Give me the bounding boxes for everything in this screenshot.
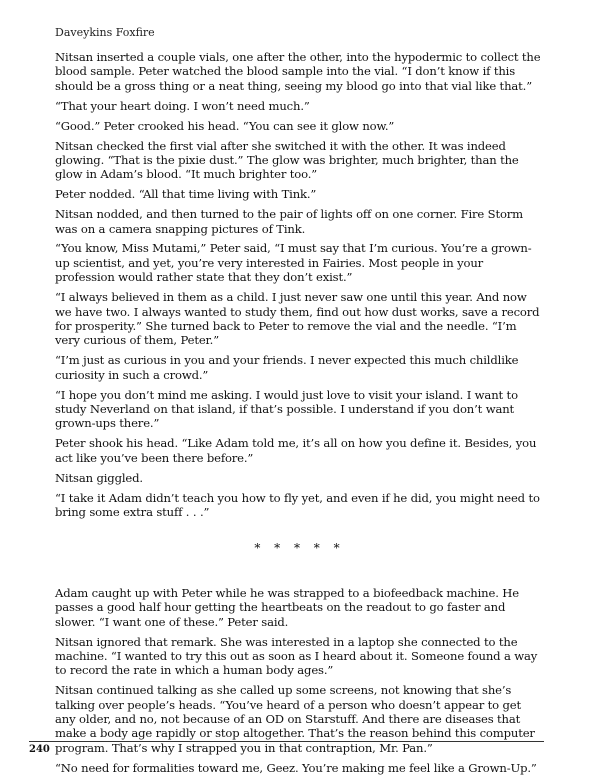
- page-body: [55, 50, 544, 781]
- paragraph: “I always believed in them as a child. I just never saw one until this year. And now we have two. I always wanted to study them, find out how dust works, save a record for prosperity.” She turned back to Peter to remove the vial and the needle. “I’m very curious of them, Peter.”: [55, 290, 540, 348]
- paragraph: Peter shook his head. “Like Adam told me, it’s all on how you define it. Besides, you act like you’ve been there before.”: [55, 436, 537, 465]
- paragraph: Nitsan nodded, and then turned to the pair of lights off on one corner. Fire Storm was on a camera snapping pictures of Tink.: [55, 207, 524, 236]
- paragraph: Nitsan continued talking as she called up some screens, not knowing that she’s talking over people’s heads. “You’ve heard of a person who doesn’t appear to get any older, and no, not because of an OD on Starstuff. And there are diseases that make a body age rapidly or stop altogether. That’s the reason behind this computer program. That’s why I strapped you in that contraption, Mr. Pan.”: [55, 683, 535, 755]
- paragraphs-after-break: [55, 586, 544, 775]
- paragraph: “I hope you don’t mind me asking. I would just love to visit your island. I want to study Neverland on that island, if that’s possible. I understand if you don’t want grown-ups there.”: [55, 387, 518, 431]
- paragraph: Peter nodded. “All that time living with Tink.”: [55, 187, 317, 202]
- paragraph: “That your heart doing. I won’t need much.”: [55, 98, 310, 113]
- running-header: Daveykins Foxfire: [55, 26, 155, 39]
- paragraph: Nitsan checked the first vial after she switched it with the other. It was indeed glowing. “That is the pixie dust.” The glow was brighter, much brighter, than the glow in Adam’s blood. “It much brighter too.”: [55, 138, 519, 182]
- paragraph: “I’m just as curious in you and your friends. I never expected this much childlike curiosity in such a crowd.”: [55, 353, 519, 382]
- paragraph: Nitsan ignored that remark. She was interested in a laptop she connected to the machine. “I wanted to try this out as soon as I heard about it. Someone found a way to record the rate in which a human body ages.”: [55, 634, 538, 678]
- footer-divider: [29, 741, 544, 742]
- paragraph: Adam caught up with Peter while he was strapped to a biofeedback machine. He passes a good half hour getting the heartbeats on the readout to go faster and slower. “I want one of these.” Peter said.: [55, 585, 519, 629]
- page-number: 240: [29, 744, 50, 755]
- paragraph: Nitsan giggled.: [55, 470, 143, 485]
- section-break: * * * * *: [254, 541, 345, 556]
- paragraph: “No need for formalities toward me, Geez. You’re making me feel like a Grown-Up.”: [55, 760, 537, 775]
- paragraph: Nitsan inserted a couple vials, one after the other, into the hypodermic to collect the blood sample. Peter watched the blood sample into the vial. “I don’t know if this should be a gross thing or a neat thing, seeing my blood go into that vial like that.”: [55, 50, 541, 93]
- paragraph: “Good.” Peter crooked his head. “You can see it glow now.”: [55, 118, 395, 133]
- paragraph: “I take it Adam didn’t teach you how to fly yet, and even if he did, you might need to bring some extra stuff . . .”: [55, 490, 540, 519]
- paragraphs-before-break: [55, 50, 544, 519]
- paragraph: “You know, Miss Mutami,” Peter said, “I must say that I’m curious. You’re a grown-up scientist, and yet, you’re very interested in Fairies. Most people in your profession would rather state that they don’t exist.”: [55, 241, 532, 285]
